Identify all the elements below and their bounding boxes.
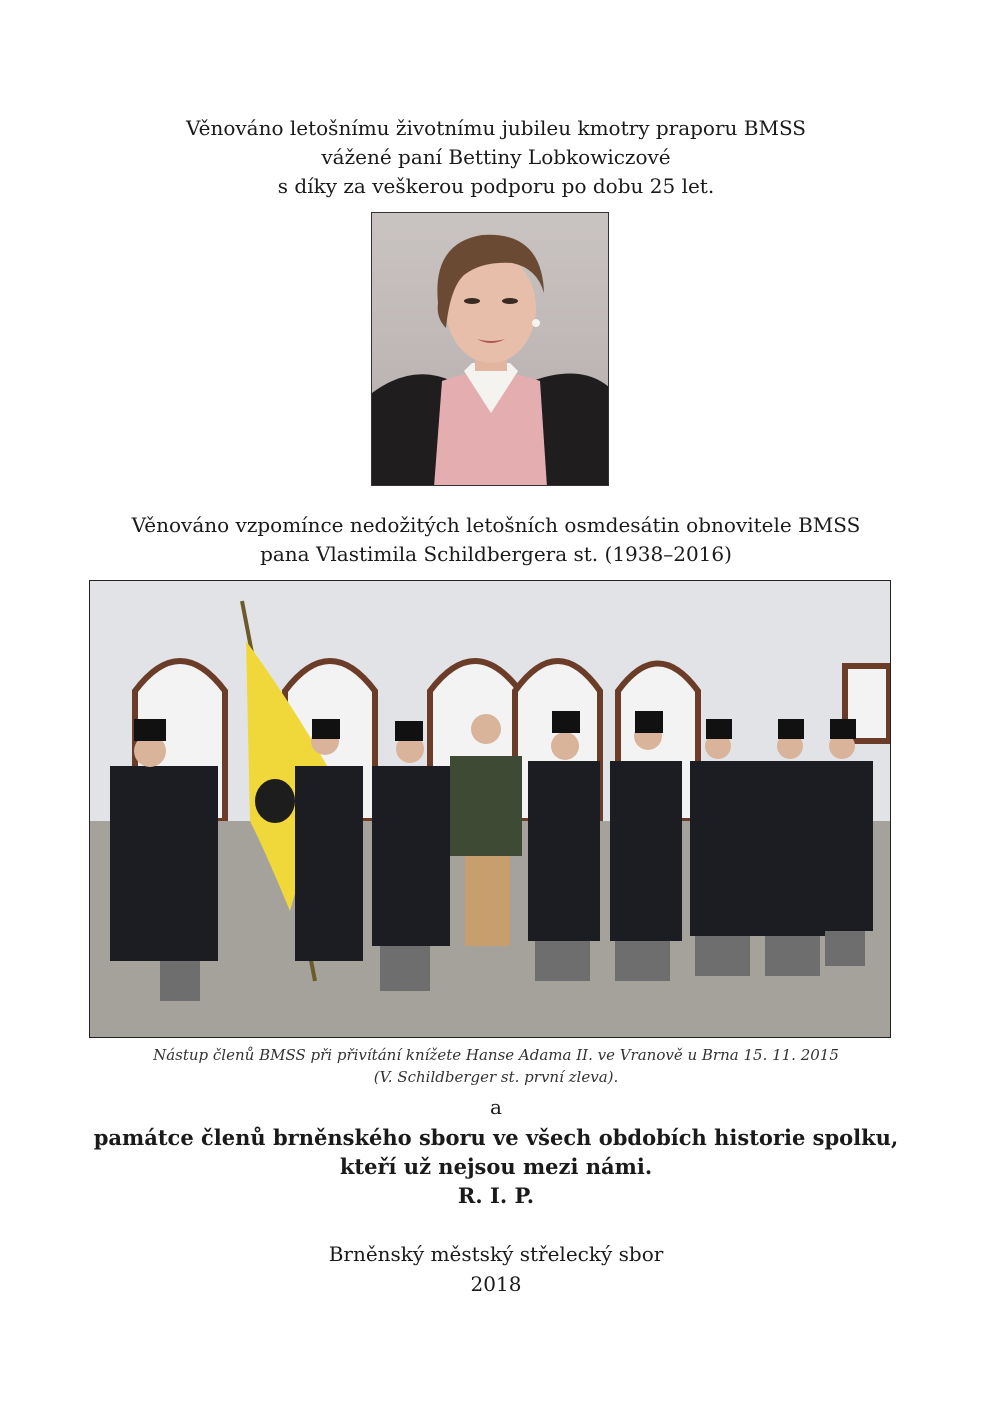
- dedication2-line1: Věnováno vzpomínce nedožitých letošních osmdesátin obnovitele BMSS: [131, 513, 861, 537]
- dedication2-line2: pana Vlastimila Schildbergera st. (1938–2016): [260, 542, 732, 566]
- dedication1-line2: vážené paní Bettiny Lobkowiczové: [321, 145, 671, 169]
- dedication1-line3: s díky za veškerou podporu po dobu 25 let.: [277, 174, 715, 198]
- caption-line2: (V. Schildberger st. první zleva).: [373, 1068, 619, 1086]
- signature-org: Brněnský městský střelecký sbor: [328, 1242, 664, 1266]
- memorial-line1: památce členů brněnského sboru ve všech obdobích historie spolku,: [93, 1125, 899, 1150]
- group-photo: [89, 580, 891, 1038]
- memorial-line2: kteří už nejsou mezi námi.: [339, 1154, 653, 1179]
- caption-line1: Nástup členů BMSS při přivítání knížete Hanse Adama II. ve Vranově u Brna 15. 11. 2015: [153, 1046, 839, 1064]
- dedication1-line1: Věnováno letošnímu životnímu jubileu kmotry praporu BMSS: [186, 116, 806, 140]
- memorial-line3: R. I. P.: [457, 1183, 535, 1208]
- conjunction: a: [490, 1095, 502, 1119]
- signature-year: 2018: [470, 1272, 522, 1296]
- portrait-photo: [371, 212, 609, 486]
